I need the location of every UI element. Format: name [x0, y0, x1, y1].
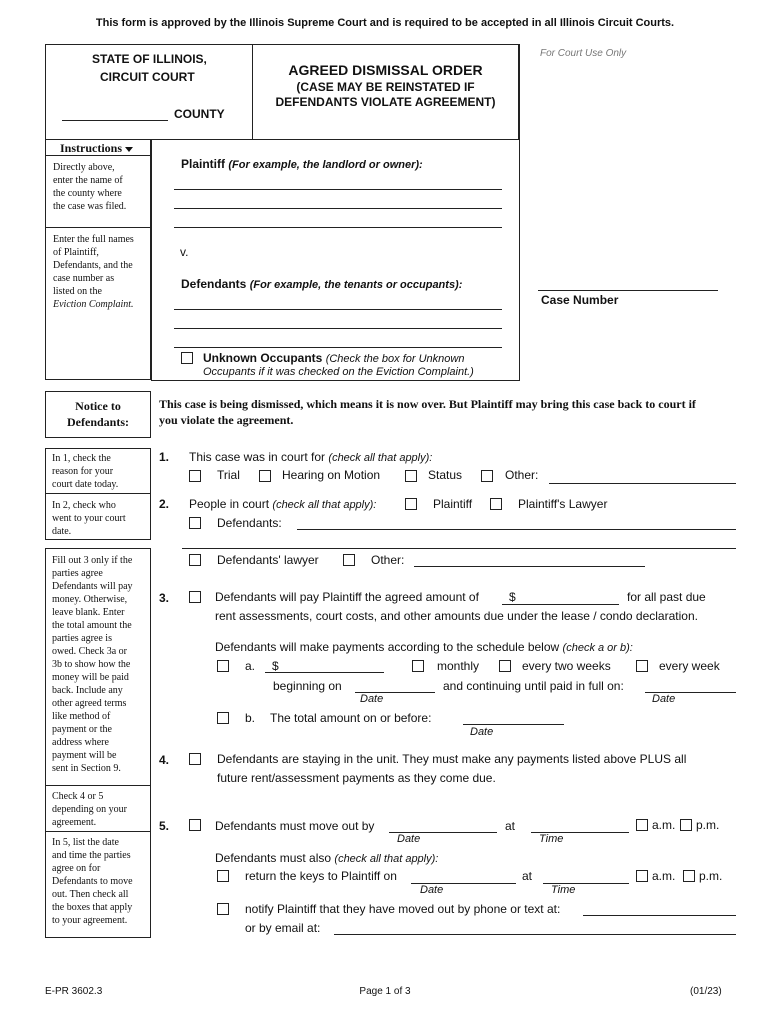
s5-email-label: or by email at: — [245, 921, 321, 935]
s2-defendants-lawyer-label: Defendants' lawyer — [217, 553, 319, 567]
court-label: CIRCUIT COURT — [100, 70, 195, 84]
defendants-line-2[interactable] — [174, 328, 502, 329]
s1-status-checkbox[interactable] — [405, 470, 417, 482]
s3b-date-field[interactable] — [463, 724, 564, 725]
s3b-label: b. — [245, 711, 256, 725]
plaintiff-line-3[interactable] — [174, 227, 502, 228]
s5-checkbox[interactable] — [189, 819, 201, 831]
s3a-monthly-checkbox[interactable] — [412, 660, 424, 672]
s3a-week-label: every week — [659, 659, 720, 673]
s5-notify-label: notify Plaintiff that they have moved out by phone or text at: — [245, 902, 561, 916]
form-title: AGREED DISMISSAL ORDER — [288, 62, 483, 78]
side-note-1-text: In 1, check the reason for your court date today. — [52, 453, 119, 490]
parties-bottom — [151, 380, 519, 381]
s5-am-checkbox[interactable] — [636, 819, 648, 831]
defendants-line-3[interactable] — [174, 347, 502, 348]
s3a-dollar: $ — [272, 659, 279, 673]
s2-defendants-label: Defendants: — [217, 516, 282, 530]
s5-keys-am-label: a.m. — [652, 869, 676, 883]
s4-line2: future rent/assessment payments as they come due. — [217, 771, 496, 785]
s5-number: 5. — [159, 819, 170, 833]
s1-number: 1. — [159, 450, 170, 464]
s5-keys-label: return the keys to Plaintiff on — [245, 869, 397, 883]
s3a-begin-date-caption: Date — [360, 693, 384, 705]
side-note-4-text: Check 4 or 5 depending on your agreement. — [52, 791, 127, 828]
s3b-text: The total amount on or before: — [270, 711, 432, 725]
s2-number: 2. — [159, 497, 170, 511]
plaintiff-heading: Plaintiff (For example, the landlord or owner): — [181, 157, 423, 171]
s5-keys-pm-checkbox[interactable] — [683, 870, 695, 882]
s2-defendants-field-2[interactable] — [182, 548, 736, 549]
s2-other-field[interactable] — [414, 566, 645, 567]
s3a-two-weeks-checkbox[interactable] — [499, 660, 511, 672]
s3a-monthly-label: monthly — [437, 659, 480, 673]
s2-plaintiff-lawyer-checkbox[interactable] — [490, 498, 502, 510]
footer-revision: (01/23) — [690, 986, 722, 997]
s5-keys-time-caption: Time — [551, 884, 576, 896]
s1-heading: This case was in court for (check all that apply): — [189, 450, 433, 464]
s3b-checkbox[interactable] — [217, 712, 229, 724]
s1-hearing-checkbox[interactable] — [259, 470, 271, 482]
s3-text-b: for all past due — [627, 590, 706, 604]
unknown-occupants-hint: Occupants if it was checked on the Eviction Complaint.) — [203, 366, 474, 378]
s5-text: Defendants must move out by — [215, 819, 375, 833]
s5-keys-am-checkbox[interactable] — [636, 870, 648, 882]
s2-other-label: Other: — [371, 553, 405, 567]
s2-heading: People in court (check all that apply): — [189, 497, 377, 511]
s3b-date-caption: Date — [470, 726, 494, 738]
s3-text: Defendants will pay Plaintiff the agreed amount of — [215, 590, 479, 604]
county-label: COUNTY — [174, 107, 225, 121]
s2-other-checkbox[interactable] — [343, 554, 355, 566]
s2-defendants-lawyer-checkbox[interactable] — [189, 554, 201, 566]
s5-also: Defendants must also (check all that apply): — [215, 851, 439, 865]
s5-pm-label: p.m. — [696, 818, 720, 832]
s3a-checkbox[interactable] — [217, 660, 229, 672]
plaintiff-line-1[interactable] — [174, 189, 502, 190]
s5-date-caption: Date — [397, 833, 421, 845]
top-notice: This form is approved by the Illinois Supreme Court and is required to be accepted in all Illinois Circuit Courts. — [95, 17, 675, 29]
s5-am-label: a.m. — [652, 818, 676, 832]
s3a-continuing-label: and continuing until paid in full on: — [443, 679, 624, 693]
defendants-line-1[interactable] — [174, 309, 502, 310]
s3a-end-date-caption: Date — [652, 693, 676, 705]
s3a-two-weeks-label: every two weeks — [522, 659, 611, 673]
s5-time-caption: Time — [539, 833, 564, 845]
s5-pm-checkbox[interactable] — [680, 819, 692, 831]
county-help: Directly above, enter the name of the county where the case was filed. — [53, 162, 127, 212]
s3-schedule: Defendants will make payments according to the schedule below (check a or b): — [215, 640, 633, 654]
s2-plaintiff-label: Plaintiff — [433, 497, 473, 511]
parties-left-edge — [151, 140, 152, 381]
side-note-5-text: In 5, list the date and time the parties agree on for Defendants to move out. Then check all the boxes that apply to your agreement. — [52, 837, 133, 926]
s5-keys-date-caption: Date — [420, 884, 444, 896]
s2-defendants-checkbox[interactable] — [189, 517, 201, 529]
plaintiff-line-2[interactable] — [174, 208, 502, 209]
form-subtitle-2: DEFENDANTS VIOLATE AGREEMENT) — [275, 95, 496, 109]
versus-label: v. — [180, 245, 189, 259]
s3-dollar: $ — [509, 590, 516, 604]
case-number-label: Case Number — [541, 293, 619, 307]
s5-notify-checkbox[interactable] — [217, 903, 229, 915]
footer-form-id: E-PR 3602.3 — [45, 986, 103, 997]
notice-label: Notice to Defendants: — [67, 399, 129, 429]
state-label: STATE OF ILLINOIS, — [92, 52, 207, 66]
court-use-divider — [519, 44, 520, 381]
s3-line2: rent assessments, court costs, and other amounts due under the lease / condo declaration. — [215, 609, 698, 623]
instructions-text: Instructions — [60, 141, 123, 155]
s1-other-field[interactable] — [549, 483, 736, 484]
form-subtitle-1: (CASE MAY BE REINSTATED IF — [296, 80, 475, 94]
s5-keys-at: at — [522, 869, 533, 883]
s4-number: 4. — [159, 753, 170, 767]
s1-trial-checkbox[interactable] — [189, 470, 201, 482]
s5-keys-checkbox[interactable] — [217, 870, 229, 882]
unknown-occupants-text: Unknown Occupants (Check the box for Unknown — [203, 351, 465, 365]
s3a-label: a. — [245, 659, 256, 673]
triangle-down-icon — [125, 147, 133, 152]
instructions-label — [60, 141, 133, 156]
s2-plaintiff-checkbox[interactable] — [405, 498, 417, 510]
s1-other-checkbox[interactable] — [481, 470, 493, 482]
side-note-2-text: In 2, check who went to your court date. — [52, 500, 126, 537]
s3-number: 3. — [159, 591, 170, 605]
s5-phone-field[interactable] — [583, 915, 736, 916]
s1-other-label: Other: — [505, 468, 539, 482]
s3-checkbox[interactable] — [189, 591, 201, 603]
county-field[interactable] — [62, 120, 168, 121]
s3a-beginning-label: beginning on — [273, 679, 342, 693]
side-note-3-text: Fill out 3 only if the parties agree Defendants will pay money. Otherwise, leave blank. Enter the total amount the parties agree is owed. Check 3a or 3b to show how the money will be paid back. Include any other agreed terms like method of payment or the address where payment will be sent in Section 9. — [52, 555, 133, 774]
s1-trial-label: Trial — [217, 468, 240, 482]
footer-page: Page 1 of 3 — [359, 986, 411, 997]
s5-email-field[interactable] — [334, 934, 736, 935]
s4-line1: Defendants are staying in the unit. They must make any payments listed above PLUS all — [217, 752, 687, 766]
s1-hearing-label: Hearing on Motion — [282, 468, 381, 482]
s3a-week-checkbox[interactable] — [636, 660, 648, 672]
s5-at: at — [505, 819, 516, 833]
unknown-occupants-checkbox[interactable] — [181, 352, 193, 364]
defendants-heading: Defendants (For example, the tenants or occupants): — [181, 277, 463, 291]
s1-status-label: Status — [428, 468, 463, 482]
s2-plaintiff-lawyer-label: Plaintiff's Lawyer — [518, 497, 608, 511]
names-help: Enter the full names of Plaintiff, Defendants, and the case number as listed on the Eviction Complaint. — [53, 234, 134, 310]
s3-amount-field[interactable] — [502, 604, 619, 605]
court-use-label: For Court Use Only — [540, 48, 627, 59]
s4-checkbox[interactable] — [189, 753, 201, 765]
s2-defendants-field-1[interactable] — [297, 529, 736, 530]
s5-keys-pm-label: p.m. — [699, 869, 723, 883]
s3a-amount-field[interactable] — [265, 672, 384, 673]
notice-text: This case is being dismissed, which means it is now over. But Plaintiff may bring this case back to court if you violate the agreement. — [159, 397, 696, 427]
case-number-field[interactable] — [538, 290, 718, 291]
